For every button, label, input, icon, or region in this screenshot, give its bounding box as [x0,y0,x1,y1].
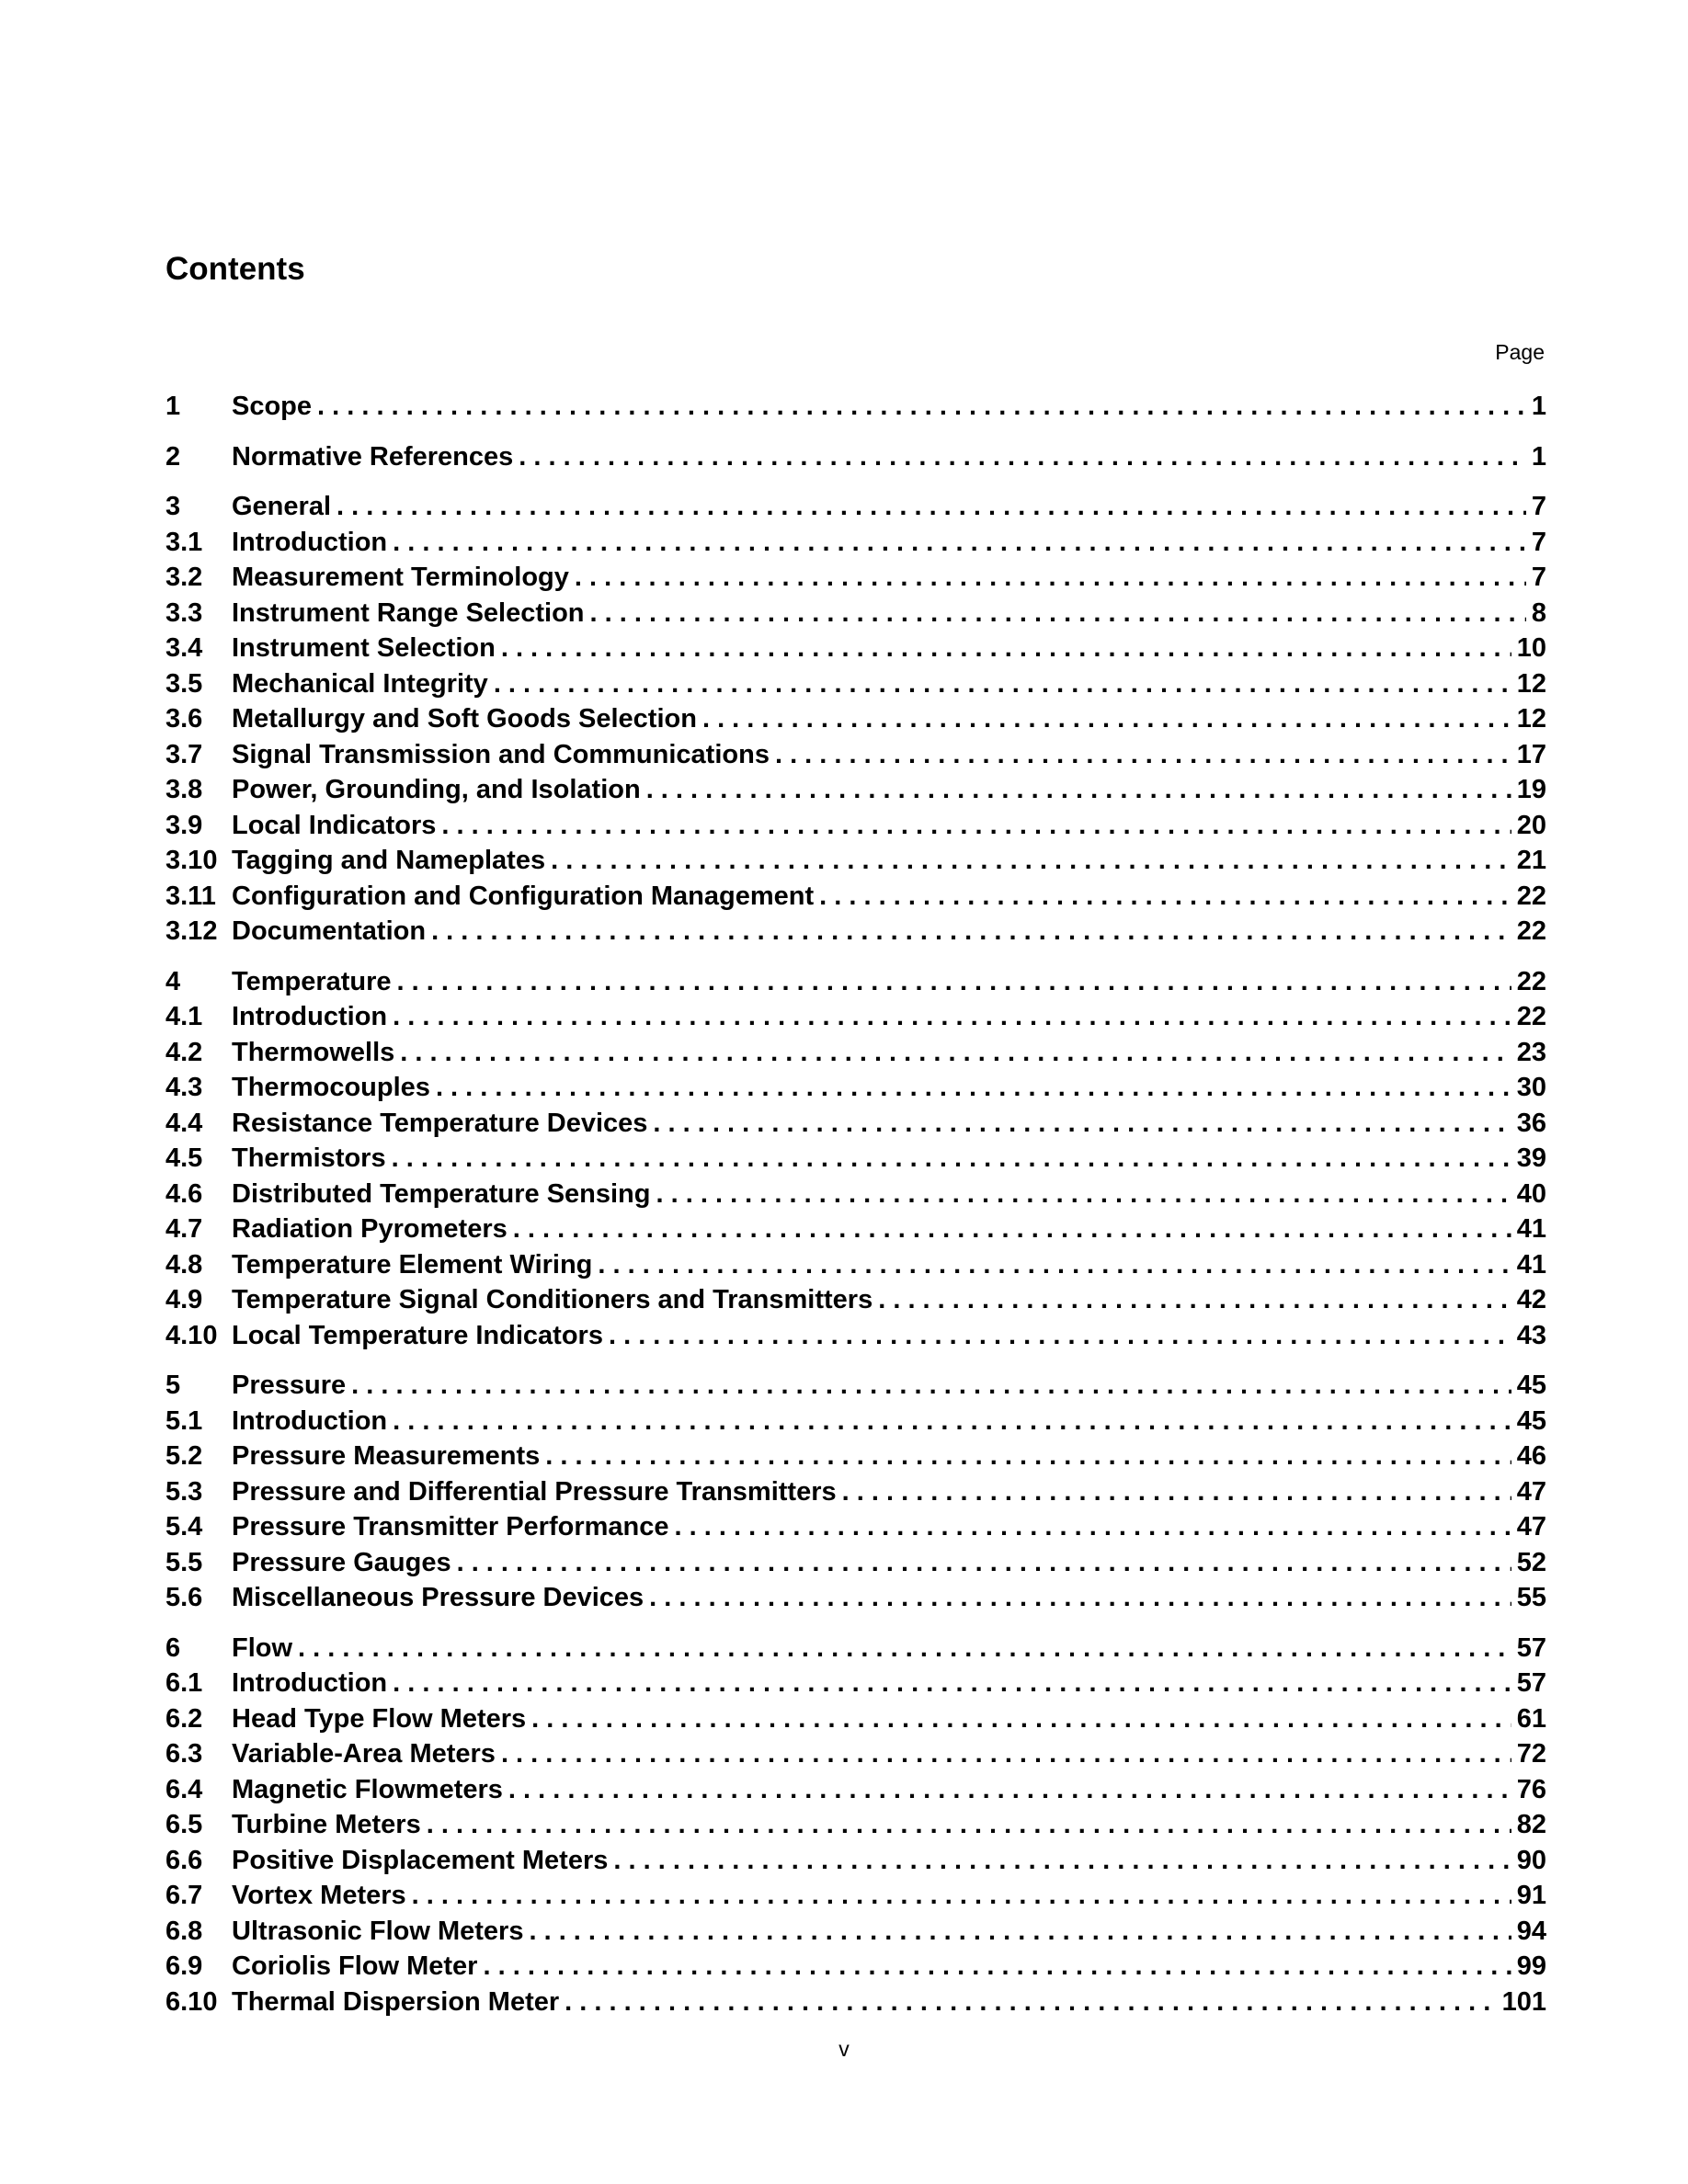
toc-entry[interactable] [165,1772,1546,1808]
toc-entry[interactable] [165,772,1546,808]
toc-entry-number: 6 [165,1632,181,1663]
toc-entry-page: 45 [1516,1405,1546,1436]
dot-leader [501,1736,1511,1772]
toc-entry-title: Power, Grounding, and Isolation [232,775,641,804]
dot-leader [431,914,1511,950]
toc-entry-page: 22 [1516,1002,1546,1031]
dot-leader [590,596,1526,631]
dot-leader [819,879,1511,915]
toc-entry-page: 99 [1516,1951,1546,1981]
toc-entry-title: Mechanical Integrity [232,668,488,699]
toc-entry[interactable] [165,1509,1546,1545]
toc-entry-page: 82 [1516,1810,1546,1839]
toc-entry-number: 3.5 [165,668,203,699]
toc-entry-number: 4.3 [165,1073,203,1102]
dot-leader [575,560,1526,596]
toc-entry-number: 6.9 [165,1951,203,1981]
toc-entry-title: Pressure Transmitter Performance [232,1512,669,1541]
toc-entry-number: 2 [165,441,181,472]
toc-entry-page: 61 [1516,1703,1546,1734]
dot-leader [494,666,1511,702]
toc-entry-title: Signal Transmission and Communications [232,739,770,769]
toc-entry[interactable] [165,1545,1546,1581]
toc-entry-number: 5 [165,1371,181,1400]
toc-entry-number: 5.2 [165,1441,203,1471]
toc-entry[interactable] [165,389,1546,425]
toc-entry[interactable] [165,1106,1546,1142]
toc-entry-number: 6.8 [165,1916,203,1946]
toc-entry-page: 52 [1516,1547,1546,1577]
toc-entry-title: Temperature Element Wiring [232,1249,593,1280]
dot-leader [519,439,1526,475]
toc-entry[interactable] [165,999,1546,1035]
dot-leader [393,525,1526,561]
dot-leader [513,1211,1511,1247]
toc-entry-number: 3.4 [165,633,203,663]
toc-entry-page: 22 [1516,916,1546,946]
dot-leader [545,1439,1511,1474]
toc-entry-number: 5.4 [165,1512,203,1541]
toc-entry-number: 4.7 [165,1214,203,1244]
toc-entry[interactable] [165,1211,1546,1247]
toc-entry-number: 6.5 [165,1810,203,1839]
toc-entry-number: 6.6 [165,1845,203,1875]
toc-entry-page: 76 [1516,1774,1546,1804]
toc-entry-title: Introduction [232,1668,388,1698]
dot-leader [436,1070,1511,1106]
toc-entry-title: Variable-Area Meters [232,1739,496,1769]
toc-entry[interactable] [165,560,1546,596]
toc-entry-number: 3.2 [165,563,203,592]
toc-entry-title: Temperature Signal Conditioners and Transmitters [232,1285,873,1314]
toc-entry-number: 3.7 [165,739,203,769]
dot-leader [702,701,1511,737]
toc-entry-number: 6.3 [165,1739,203,1769]
toc-entry-number: 5.3 [165,1476,203,1507]
dot-leader [427,1807,1511,1843]
toc-entry-number: 3.3 [165,597,203,628]
toc-entry-page: 1 [1531,441,1546,472]
toc-entry-title: Documentation [232,916,427,946]
dot-leader [400,1035,1511,1071]
dot-leader [393,1404,1511,1439]
toc-entry[interactable] [165,1247,1546,1283]
toc-entry-page: 46 [1516,1441,1546,1471]
toc-entry-page: 55 [1516,1583,1546,1612]
toc-entry-title: Pressure Gauges [232,1547,451,1577]
toc-entry-page: 7 [1531,492,1546,521]
toc-entry-number: 6.2 [165,1703,203,1734]
toc-entry-page: 41 [1516,1214,1546,1244]
page-title: Contents [165,251,305,287]
toc-entry-title: Introduction [232,1002,388,1031]
dot-leader [412,1878,1511,1914]
toc-entry-page: 36 [1516,1108,1546,1138]
toc-entry-page: 12 [1516,704,1546,734]
dot-leader [613,1843,1511,1879]
dot-leader [501,631,1511,666]
dot-leader [842,1474,1511,1510]
toc-entry[interactable] [165,737,1546,773]
dot-leader [397,964,1511,1000]
toc-entry-page: 19 [1516,775,1546,804]
toc-entry-title: Miscellaneous Pressure Devices [232,1583,644,1612]
dot-leader [298,1631,1511,1666]
dot-leader [457,1545,1511,1581]
toc-entry-title: Introduction [232,1405,388,1436]
toc-entry-number: 3.8 [165,775,203,804]
toc-entry[interactable] [165,1878,1546,1914]
toc-entry-page: 12 [1516,668,1546,699]
toc-entry-number: 3.1 [165,527,203,557]
toc-entry-title: Coriolis Flow Meter [232,1951,478,1981]
dot-leader [351,1368,1511,1404]
dot-leader [531,1701,1511,1737]
toc-entry-number: 6.10 [165,1986,218,2017]
toc-entry-number: 1 [165,392,181,421]
toc-entry[interactable] [165,879,1546,915]
toc-entry-page: 20 [1516,810,1546,840]
dot-leader [317,389,1526,425]
toc-entry[interactable] [165,1807,1546,1843]
dot-leader [649,1580,1511,1616]
toc-entry-page: 94 [1516,1916,1546,1946]
dot-leader [878,1282,1511,1318]
toc-entry[interactable] [165,1985,1546,2020]
toc-entry-title: Magnetic Flowmeters [232,1774,503,1804]
toc-entry-number: 4.6 [165,1178,203,1209]
toc-entry[interactable] [165,1070,1546,1106]
toc-entry-page: 30 [1516,1073,1546,1102]
toc-entry-number: 3.12 [165,916,218,946]
toc-entry-number: 3.11 [165,881,216,911]
toc-entry-number: 3.9 [165,810,203,840]
toc-entry[interactable] [165,1631,1546,1666]
toc-entry-title: Thermowells [232,1037,395,1067]
toc-entry-page: 42 [1516,1285,1546,1314]
toc-entry-number: 5.6 [165,1583,203,1612]
toc-entry-title: Thermistors [232,1143,386,1173]
toc-entry[interactable] [165,1474,1546,1510]
toc-entry-title: Vortex Meters [232,1881,406,1910]
dot-leader [441,808,1511,844]
toc-entry[interactable] [165,1949,1546,1985]
toc-entry[interactable] [165,1141,1546,1177]
toc-entry-page: 47 [1516,1476,1546,1507]
dot-leader [675,1509,1511,1545]
toc-entry-title: Thermocouples [232,1073,430,1102]
dot-leader [653,1106,1511,1142]
toc-entry-page: 91 [1516,1881,1546,1910]
toc-entry[interactable] [165,1439,1546,1474]
toc-entry-number: 4.9 [165,1285,203,1314]
toc-entry-page: 7 [1531,527,1546,557]
toc-entry[interactable] [165,914,1546,950]
toc-entry-page: 72 [1516,1739,1546,1769]
toc-entry[interactable] [165,1177,1546,1212]
toc-entry-page: 7 [1531,563,1546,592]
toc-entry-title: Head Type Flow Meters [232,1703,527,1734]
dot-leader [483,1949,1511,1985]
toc-entry[interactable] [165,596,1546,631]
dot-leader [775,737,1511,773]
toc-entry-page: 47 [1516,1512,1546,1541]
toc-entry-title: Temperature [232,966,392,996]
toc-entry[interactable] [165,489,1546,525]
dot-leader [392,1141,1511,1177]
toc-entry-title: Positive Displacement Meters [232,1845,609,1875]
toc-entry-title: Introduction [232,527,388,557]
toc-entry-page: 43 [1516,1320,1546,1350]
dot-leader [609,1318,1511,1354]
page-column-label: Page [1495,340,1545,364]
toc-entry[interactable] [165,1404,1546,1439]
toc-entry-number: 6.1 [165,1668,203,1698]
dot-leader [393,999,1511,1035]
dot-leader [508,1772,1511,1808]
toc-entry[interactable] [165,1282,1546,1318]
toc-entry-title: Resistance Temperature Devices [232,1108,648,1138]
toc-entry-title: Instrument Range Selection [232,597,585,628]
toc-entry[interactable] [165,1914,1546,1950]
dot-leader [393,1666,1511,1701]
toc-entry-page: 1 [1531,392,1546,421]
toc-entry[interactable] [165,1318,1546,1354]
toc-entry-page: 8 [1531,597,1546,628]
toc-entry[interactable] [165,843,1546,879]
dot-leader [565,1985,1496,2020]
toc-entry-page: 57 [1516,1668,1546,1698]
toc-entry-page: 90 [1516,1845,1546,1875]
dot-leader [336,489,1526,525]
toc-entry-title: Radiation Pyrometers [232,1214,508,1244]
toc-entry-title: Thermal Dispersion Meter [232,1986,560,2017]
toc-entry[interactable] [165,808,1546,844]
toc-entry-number: 3 [165,492,181,521]
toc-entry-number: 4.8 [165,1249,203,1280]
toc-entry-title: Turbine Meters [232,1810,421,1839]
toc-entry-title: Distributed Temperature Sensing [232,1178,651,1209]
toc-entry-title: Pressure and Differential Pressure Transmitters [232,1476,837,1507]
toc-entry[interactable] [165,1368,1546,1404]
toc-entry-number: 3.10 [165,846,218,875]
toc-entry[interactable] [165,1035,1546,1071]
toc-entry-title: Ultrasonic Flow Meters [232,1916,524,1946]
toc-entry-title: General [232,492,331,521]
toc-entry-title: Configuration and Configuration Management [232,881,815,911]
toc-entry-title: Normative References [232,441,514,472]
toc-entry-page: 10 [1516,633,1546,663]
toc-entry-page: 101 [1501,1986,1546,2017]
dot-leader [551,843,1511,879]
toc-entry-title: Tagging and Nameplates [232,846,546,875]
toc-entry-number: 5.5 [165,1547,203,1577]
toc-entry[interactable] [165,666,1546,702]
toc-entry[interactable] [165,439,1546,475]
toc-entry-page: 57 [1516,1632,1546,1663]
toc-entry[interactable] [165,1666,1546,1701]
toc-entry-number: 4.5 [165,1143,203,1173]
toc-entry-title: Instrument Selection [232,633,496,663]
toc-entry-page: 22 [1516,966,1546,996]
toc-entry[interactable] [165,1580,1546,1616]
toc-entry-number: 4.10 [165,1320,218,1350]
toc-entry-page: 45 [1516,1371,1546,1400]
toc-entry-title: Measurement Terminology [232,563,569,592]
dot-leader [656,1177,1511,1212]
toc-entry-page: 17 [1516,739,1546,769]
page-number: v [838,2037,850,2061]
dot-leader [646,772,1511,808]
toc-entry-page: 21 [1516,846,1546,875]
dot-leader [598,1247,1511,1283]
table-of-contents [165,389,1546,2019]
toc-entry-title: Pressure [232,1371,347,1400]
toc-entry-title: Local Temperature Indicators [232,1320,603,1350]
toc-entry-number: 5.1 [165,1405,203,1436]
toc-entry[interactable] [165,525,1546,561]
toc-entry[interactable] [165,701,1546,737]
toc-entry-title: Scope [232,392,313,421]
toc-entry[interactable] [165,964,1546,1000]
toc-entry-title: Pressure Measurements [232,1441,541,1471]
dot-leader [529,1914,1511,1950]
toc-entry-page: 41 [1516,1249,1546,1280]
toc-entry[interactable] [165,1701,1546,1737]
toc-entry-title: Local Indicators [232,810,437,840]
toc-entry[interactable] [165,1843,1546,1879]
toc-entry-number: 3.6 [165,704,203,734]
toc-entry-page: 40 [1516,1178,1546,1209]
toc-entry-number: 4 [165,966,181,996]
toc-entry-title: Metallurgy and Soft Goods Selection [232,704,697,734]
toc-entry[interactable] [165,1736,1546,1772]
toc-entry-page: 39 [1516,1143,1546,1173]
toc-entry-number: 4.4 [165,1108,203,1138]
toc-entry-number: 4.1 [165,1002,203,1031]
toc-entry-page: 23 [1516,1037,1546,1067]
toc-entry-number: 6.7 [165,1881,203,1910]
toc-entry-title: Flow [232,1632,293,1663]
toc-entry-page: 22 [1516,881,1546,911]
toc-entry-number: 4.2 [165,1037,203,1067]
toc-entry-number: 6.4 [165,1774,203,1804]
toc-entry[interactable] [165,631,1546,666]
